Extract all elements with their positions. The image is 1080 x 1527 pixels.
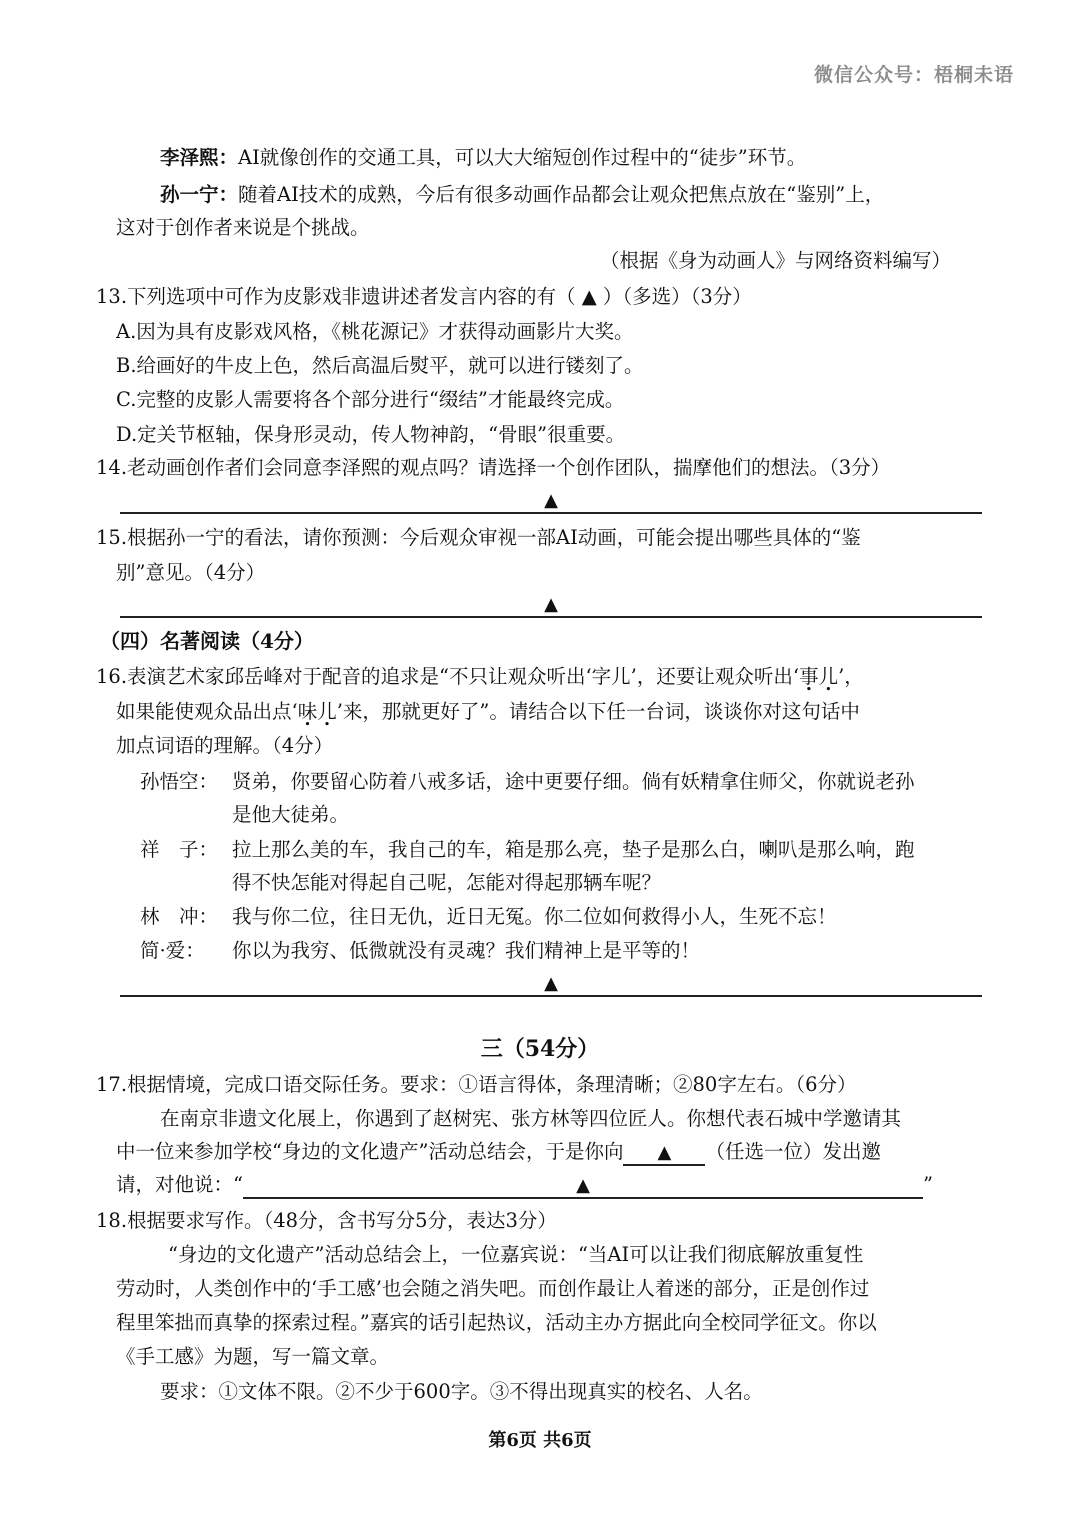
q18-para-1: “身边的文化遗产”活动总结会上，一位嘉宾说：“当AI可以让我们彻底解放重复性 xyxy=(168,1243,864,1266)
dotted-char: 儿 xyxy=(317,700,337,723)
section4-title: （四）名著阅读（4分） xyxy=(100,629,314,653)
q13-option-d: D.定关节枢轴，保身形灵动，传人物神韵，“骨眼”很重要。 xyxy=(116,423,626,446)
quote-speaker: 孙悟空： xyxy=(140,770,219,793)
q17-line2 xyxy=(116,1137,881,1167)
quote-text: 拉上那么美的车，我自己的车，箱是那么亮，垫子是那么白，喇叭是那么响，跑 xyxy=(232,838,915,861)
q17-text: 中一位来参加学校“身边的文化遗产”活动总结会，于是你向 xyxy=(116,1140,624,1163)
q17-text: 请，对他说：“ xyxy=(116,1173,243,1196)
dialogue-sun xyxy=(160,180,884,210)
q13-option-a: A.因为具有皮影戏风格，《桃花源记》才获得动画影片大奖。 xyxy=(116,320,634,343)
choose-craftsman-blank[interactable] xyxy=(623,1141,705,1166)
quote-text: 我与你二位，往日无仇，近日无冤。你二位如何救得小人，生死不忘！ xyxy=(232,905,837,928)
q15-answer-line[interactable] xyxy=(120,592,982,618)
sun-text-1: 随着AI技术的成熟，今后有很多动画作品都会让观众把焦点放在“鉴别”上， xyxy=(238,183,885,206)
q16-text: 16.表演艺术家邱岳峰对于配音的追求是“不只让观众听出‘字儿’，还要让观众听出‘ xyxy=(96,665,800,688)
page-footer: 第6页 共6页 xyxy=(488,1430,592,1451)
invitation-answer-blank[interactable] xyxy=(243,1174,923,1199)
quote-speaker: 祥 子： xyxy=(140,838,219,861)
q14-stem: 14.老动画创作者们会同意李泽熙的观点吗？请选择一个创作团队，揣摩他们的想法。（3分） xyxy=(96,456,891,479)
speaker-li: 李泽熙： xyxy=(160,146,239,169)
q16-answer-line[interactable] xyxy=(120,971,982,997)
quote-text: 得不快怎能对得起自己呢，怎能对得起那辆车呢？ xyxy=(232,871,662,894)
answer-triangle-icon: ▲ xyxy=(544,490,558,511)
q16-stem-2 xyxy=(116,697,860,727)
q16-text: ’， xyxy=(838,665,864,688)
q15-stem-1: 15.根据孙一宁的看法，请你预测：今后观众审视一部AI动画，可能会提出哪些具体的“鉴 xyxy=(96,526,861,549)
li-text: AI就像创作的交通工具，可以大大缩短创作过程中的“徒步”环节。 xyxy=(238,146,807,169)
q15-stem-2: 别”意见。（4分） xyxy=(116,561,266,584)
quote-speaker: 林 冲： xyxy=(140,905,219,928)
speaker-sun: 孙一宁： xyxy=(160,183,239,206)
q13-stem: 13.下列选项中可作为皮影戏非遗讲述者发言内容的有（ ▲ ）（多选）（3分） xyxy=(96,285,752,308)
answer-triangle-icon: ▲ xyxy=(544,973,558,994)
q18-requirements: 要求：①文体不限。②不少于600字。③不得出现真实的校名、人名。 xyxy=(160,1380,763,1403)
dotted-char: 儿 xyxy=(818,665,839,688)
q18-para-3: 程里笨拙而真挚的探索过程。”嘉宾的话引起热议，活动主办方据此向全校同学征文。你以 xyxy=(116,1311,877,1334)
q16-text: ’来，那就更好了”。请结合以下任一台词，谈谈你对这句话中 xyxy=(336,700,860,723)
q18-para-4: 《手工感》为题，写一篇文章。 xyxy=(116,1345,390,1368)
q14-answer-line[interactable] xyxy=(120,488,982,514)
q18-para-2: 劳动时，人类创作中的‘手工感’也会随之消失吧。而创作最让人着迷的部分，正是创作过 xyxy=(116,1277,870,1300)
dialogue-li xyxy=(160,143,806,173)
watermark: 微信公众号：梧桐未语 xyxy=(813,64,1014,86)
answer-triangle-icon: ▲ xyxy=(544,594,558,615)
answer-triangle-icon: ▲ xyxy=(657,1142,672,1163)
quote-text: 是他大徒弟。 xyxy=(232,803,350,826)
dotted-char: 事 xyxy=(799,665,819,688)
answer-triangle-icon: ▲ xyxy=(576,1175,590,1196)
q17-line3 xyxy=(116,1170,933,1200)
q18-stem: 18.根据要求写作。（48分，含书写分5分，表达3分） xyxy=(96,1209,557,1232)
quote-text: 你以为我穷、低微就没有灵魂？我们精神上是平等的！ xyxy=(232,939,701,962)
q16-stem-1 xyxy=(96,662,864,692)
q13-option-c: C.完整的皮影人需要将各个部分进行“缀结”才能最终完成。 xyxy=(116,388,625,411)
q13-option-b: B.给画好的牛皮上色，然后高温后熨平，就可以进行镂刻了。 xyxy=(116,354,644,377)
q16-text: 如果能使观众品出点‘ xyxy=(116,700,298,723)
dotted-char: 味 xyxy=(297,700,318,723)
q17-text: ” xyxy=(922,1173,933,1196)
q17-line1: 在南京非遗文化展上，你遇到了赵树宪、张方林等四位匠人。你想代表石城中学邀请其 xyxy=(160,1107,902,1130)
sun-text-2: 这对于创作者来说是个挑战。 xyxy=(116,216,370,239)
quote-text: 贤弟，你要留心防着八戒多话，途中更要仔细。倘有妖精拿住师父，你就说老孙 xyxy=(232,770,915,793)
q17-text: （任选一位）发出邀 xyxy=(705,1140,881,1163)
source-note: （根据《身为动画人》与网络资料编写） xyxy=(600,249,952,272)
q16-stem-3: 加点词语的理解。（4分） xyxy=(116,734,334,757)
q17-stem: 17.根据情境，完成口语交际任务。要求：①语言得体，条理清晰；②80字左右。（6分） xyxy=(96,1073,857,1096)
quote-speaker: 简·爱： xyxy=(140,939,205,962)
section3-title: 三（54分） xyxy=(480,1036,600,1062)
